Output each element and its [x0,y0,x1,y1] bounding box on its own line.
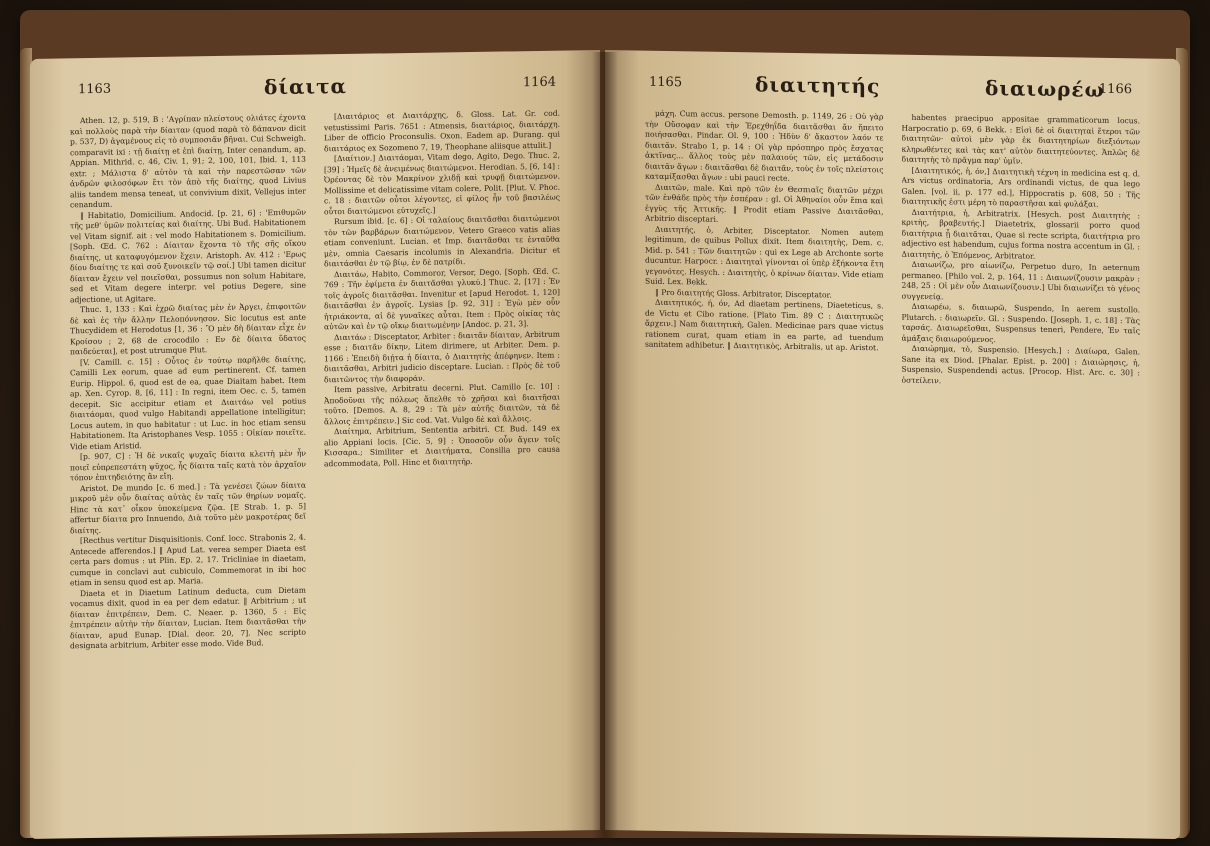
entry-paragraph: Διαιτάω : Disceptator, Arbiter : διαιτᾶν δίαιταν, Arbitrum esse ; διαιτᾶν δίκην, Litem dirimere, ut Arbiter. Dem. p. 1166 : Ἐπειδὴ διῄτα ἡ δίαιτα, ὁ Διαιτητὴς ἀπέφηνεν. Item : διαιτᾶσθαι, Arbitri judicio disceptare. Lucian. : Πρὸς δὲ τοῦ διαιτῶντος τὴν διαφοράν. [324,329,560,384]
page-number-1166: 1166 [1098,81,1132,98]
headword-diaitetes: διαιτητής [755,72,881,99]
page-number-1163: 1163 [78,81,112,98]
left-page-header [30,72,600,107]
entry-paragraph: habentes praecipuo appositae grammaticorum locus. Harpocratio p. 69, 6 Bekk. : Εἰσὶ δὲ οἱ διαιτηταὶ ἕτεροι τῶν διαιτητῶν· αὐτοὶ μὲν γὰρ ἐκ διαιτητηρίων διεξιόντων κληρωθέντες καὶ τὰς κατ' αὐτὸν διαιτητεύοντες. Ἁπλῶς δὲ διαιτητὴς τὸ πρᾶγμα παρ' ὑμῖν. [901,112,1140,166]
left-page [30,50,600,839]
right-page [605,50,1180,839]
entry-paragraph: Διαιτήτρια, ἡ, Arbitratrix. [Hesych. post Διαιτητὴς : κριτὴς, βραβευτής.] Diaetetrix, glossarii porro quod διαιτήτρια ᾗ διαιτᾶται, Quae si recte scripta, διαιτήτρια pro adjectivo est habendum, cujus forma nostra accentum in Gl. : Διαιτητὴς, ὁ Ἐπόμενος, Arbitrator. [901,207,1140,261]
entry-paragraph: [Διαιτητικός, ἡ, όν,] Διαιτητικὴ τέχνη in medicina est q. d. Ars victus ordinatoria, Ars ordinandi victus, de qua lego Galen. [vol. ii, p. 177 ed.], Hippocratis p. 608, 50 : Τῆς διαιτητικῆς ἐστι μέρη τὸ παραστῆσαι καὶ φυλάξαι. [901,165,1140,209]
entry-paragraph: Thuc. 1, 133 : Καὶ ἐχρῶ διαίτας μὲν ἐν Ἀργει, ἐπιφοιτῶν δὲ καὶ ἐς τὴν ἄλλην Πελοπόννησον. Sic locutus est ante Thucydidem et Herodotus [1, 36 : Ὃ μὲν δὴ δίαιταν εἶχε ἐν Κροίσου ; 2, 68 de crocodilo : Εν δὲ δίαιτα ὕδατος παιδεύεται], et post utrumque Plut. [70,301,306,357]
entry-paragraph: Aristot. De mundo [c. 6 med.] : Τὰ γενέσει ζώων δίαιτα μικροῦ μὲν οὖν διαίτας αὐτὰς ἐν ταῖς τῶν θηρίων νομαῖς. Hinc τὰ κατ᾽ οἶκον ὑποκείμενα ζῷα. [E Strab. 1, p. 5] affertur δίαιτα pro Innuendo, Διὰ τοῦτο μὲν μακροτέρας δεῖ διαίτης. [70,480,306,535]
right-page-columns [645,109,1140,821]
entry-paragraph: Διαιτητικός, ή, όν, Ad diaetam pertinens, Diaeteticus, s. de Victu et Cibo ratione. [Plato Tim. 89 C : Διαιτητικῶς ἄρχειν.] Nam διαιτητικὴ, Galen. Medicinae pars quae victus rationem curat, quam etiam in ea parte, ad tuendum sanitatem adhibetur. ‖ Διαιτητικὸς, Arbitralis, ut ap. Aristot. [645,297,884,353]
entry-paragraph: Διαίτημα, Arbitrium, Sententia arbitri. Cf. Bud. 149 ex alio Appiani locis. [Cic. 5, 9] : Ὁποσοῦν οὖν ἄγειν τοῖς Κισσαρα.; Similiter et Διαιτήματα, Consilia pro causa adcommodata, Poll. Hinc et διαιτητήρ. [324,423,560,468]
entry-paragraph: Διαιωρέω, s. διαιωρῶ, Suspendo, In aerem sustollo. Plutarch. : διαιωρεῖν. Gl. : Suspendo. [Joseph. 1, c. 18] : Τὰς ταρσάς. Διαιωρεῖσθαι, Suspensus teneri, Pendere, Ἐν ταῖς ἀμάξαις διαιωρούμενος. [901,301,1140,344]
page-number-1165: 1165 [649,74,683,91]
entry-paragraph: Item passive, Arbitratu decerni. Plut. Camillo [c. 10] : Ἀποδοῦναι τῆς πόλεως ἄπελθε τὸ χρῆσαι καὶ διαιτῆσαι τοῦτο. [Demos. A. 8, 29 : Τὰ μὲν αὐτῆς διαιτῶν, τὰ δὲ ἄλλοις ἐπιτρέπειν.] Sic cod. Vat. Vulgo δὲ καὶ ἄλλοις. [324,381,560,426]
entry-paragraph: μάχη. Cum accus. persone Demosth. p. 1149, 26 : Οὐ γὰρ τὴν Οὔσοφαν καὶ τὴν Ἐρεχθηΐδα διαιτᾶσθαι ἄν ἤπειτο ποιήσασθαι. Pindar. Ol. 9, 100 : Ἠδὺν δ' ἄκαστον λαόν τε διαιτᾶν. Strabo 1, p. 14 : Οἱ γὰρ πρόσπηρο πρὸς ἔσχατας ἀκτῖνας... ἄλλος τοὺς μὲν παλαιούς τῶν, εἰς μετάδοσιν διαιτᾶν ἄγων : διαιτᾶσθαι δὲ διαιτᾶν, τοὺς ἐν τοῖς πλείστοις καταμίξασθαι ἄγων : ubi pauci recte. [645,108,884,183]
entry-paragraph: Διαιτάω, Habito, Commoror, Versor, Dego. [Soph. Œd. C. 769 : Τῆν ἐφίμετα ἐν διαιτᾶσθαι γλυκύ.] Thuc. 2, [17] : Ἐν τοῖς ἀγροῖς διαιτᾶσθαι. Invenitur et [apud Herodot. 1, 120] διαιτᾶσθαι ἐν ἀγροῖς. Lysias [p. 92, 31] : Ἐγὼ μὲν οὖν ἡτριάκοντα, αἱ δὲ γυναῖκες αὗται. Item : Πρὸς οἰκίας τὰς αὐτῶν καὶ ἐν τῷ οἴκῳ διαιτωμένην [Andoc. p. 21, 3]. [324,266,560,332]
page-number-1164: 1164 [522,74,556,91]
book-gutter [592,52,618,842]
entry-paragraph: Rursum ibid. [c. 6] : Οἱ ταλαίους διαιτᾶσθαι διαιτώμενοι τὸν τῶν βαρβάρων διαιτώμενον. Vetero Graeco vatis alias etiam conveniunt. Lucian. et Imp. διαιτᾶσθαι τε ἐνταῦθα μὲν, omnia Caesaris incolumis in Alexandria. Dicitur et διαιτάσθαι ἐν τῷ βίῳ, ἐν δὲ πατρίδι. [324,213,560,269]
entry-paragraph: Διαιωνίζω, pro αἰωνίζω, Perpetuo duro, In aeternum permaneo. [Philo vol. 2, p. 164, 11 : Διαιωνίζουσιν μακρὰν : 248, 25 : Οἱ μὲν οὖν Διαιωνίζουσιν.] Ubi διαιωνίζει τὸ γένος συγγενείᾳ. [901,259,1140,301]
entry-paragraph: Διαιτῶν, male. Καὶ πρὸ τῶν ἐν Θεσπιαῖς διαιτῶν μέχρι τῶν ἐνθάδε πρὸς τὴν ἐσπέραν : gl. Οἱ Ἀθηναίοι οὖν ἔπια καὶ ἐγγὺς τῆς Ἀττικῆς. ‖ Prodit etiam Passive Διαιτᾶσθαι, Arbitrio disceptari. [645,182,884,224]
right-page-column-2 [902,113,1141,821]
entry-paragraph: ‖ Habitatio, Domicilium. Andocid. [p. 21, 6] : 'Επιθυμῶν τῆς μεθ' ὑμῶν πολιτείας καὶ διαίτης. Ubi Bud. Habitationem vel Vitam signif. ait : vel modo Habitationem s. Domicilium. [Soph. Œd. C. 762 : Δίαιταν ἔχοντα τὸ τῆς σῆς οἴκου διαίτης, ut καταφυγόμενον ἔχειν. Aristoph. Av. 412 : 'Ερως δίου διαίτης τε καὶ σοῦ ξυνοικεῖν τῷ σοί.] Ubi tamen dicitur δίαιταν ἔχειν vel ποιεῖσθαι, possumus non solum Habitare, sed et Vitam degere interpr. vel potius Degere, sine adjectione, ut Agitare. [70,207,306,304]
headword-diaioreo: διαιωρέω [985,75,1105,102]
entry-paragraph: Diaeta et in Diaetum Latinum deducta, cum Dietam vocamus dixit, quod in ea per dem edatur. ‖ Arbitrium ; ut δίαιταν ἐπιτρέπειν, Dem. C. Neaer. p. 1360, 5 : Εἰς ἐπιτρέπειν αὐτὴν τὴν δίαιταν, Lucian. Item διαιτᾶσθαι τὴν δίαιταν, apud Eunap. [Dial. deor. 20, 7]. Nec scripto designata arbitrium, Arbiter esse modo. Vide Bud. [70,585,306,651]
entry-paragraph: [Διαίτιον.] Διαιτάομαι, Vitam dego, Agito, Dego. Thuc. 2, [39] : Ἡμεῖς δὲ ἀνειμένως διαιτώμενοι. Herodian. 5, [6, 14] : Ὀρέοντας δὲ τὸν Μακρίνον χλιδῇ καὶ τρυφῇ διαιτώμενον. Mollissime et delicatissime vitam colere, Polit. [Plut. V. Phoc. c. 18 : διαιτῶν οὖτοι λέγοντες, εἰ φίλος ἦν τοῦ βασιλέως οὗτοι διαιτώμενοι εὐτυχεῖς.] [324,150,560,216]
entry-paragraph: [V. Camill. c. 15] : Οὗτος ἐν τούτῳ παρῆλθε διαίτης, Camilli Lex eorum, quae ad eum pertinerent. Cf. tamen Eurip. Hippol. 6, quod est de ea, quae Diaitam habet. Item ap. Xen. Cyrop. 8, [6, 11] : In regni, item Oec. c. 5, tamen decepit. Sic accipitur etiam et Διαιτάω vel potius διαιτάομαι, quod vulgo Habitandi appellatione intelligitur; Locus autem, in quo habitatur : ut Luc. in hoc etiam sensu Habitationem. Ita Aristophanes Vesp. 1055 : Οἰκίαν ποιεῖτε. Vide etiam Aristid. [70,354,306,451]
left-page-column-1 [70,113,306,821]
entry-paragraph: ‖ Pro διαιτητής Gloss. Arbitrator, Disceptator. [655,287,832,300]
left-page-column-2 [324,109,560,817]
entry-paragraph: [Recthus vertitur Disquisitionis. Conf. locc. Strabonis 2, 4. Antecede afferendos.] ‖ Apud Lat. verea semper Diaeta est certa pars domus : ut Plin. Ep. 2, 17. Tricliniae in diaetam, cumque in conclavi aut cubiculo, Commemorat in ibi hoc etiam in sensu quod est ap. Maria. [70,532,306,588]
entry-paragraph: [p. 907, C] : Ἡ δὲ νικαῖς ψυχαῖς δίαιτα κλειτὴ μὲν ἦν ποιεῖ εὐπρεπεστάτη ψῦχος, ἧς δίαιτα ταῖς κατὰ τὸν ἀρχαῖον τόπον ἐπιτηδειότης ἂν εἴη. [70,448,306,483]
right-page-header [605,72,1180,107]
entry-paragraph: Διαιτητής, ὁ, Arbiter, Disceptator. Nomen autem legitimum, de quibus Pollux dixit. Item διαιτητὴς, Dem. c. Mid. p. 541 : Τῶν διαιτητῶν : qui ex Lege ab Archonte sorte ducuntur. Harpocr. : Διαιτηταὶ γίνονται οἱ ὑπὲρ ἑξήκοντα ἔτη γεγονότες. Hesych. : Διαιτητὴς, ὁ κρίνων δίαιταν. Vide etiam Suid. Lex. Bekk. [645,224,884,287]
headword-diaita: δίαιτα [264,73,347,100]
entry-paragraph: Athen. 12, p. 519, B : 'Αγρίπαν πλείστους ολιάτες έχοντα καὶ πολλοὺς παρὰ τὴν δίαιταν (quod παρὰ τὸ δάπανον dicit p. 537, D) ἀγαμένους εἰς τὸ συμποσιᾶν βῆναι. Cui Schweigh. comparavit ixi : τῇ διαίτῃ et ἐπὶ διαίτῃ, Inter cenandum, ap. Appian. Mithrid. c. 46, Civ. 1, 91; 2, 100, 101, Ibid. 1, 113 extr. ; Μάλιστα δ' αὐτὸν τὰ καὶ τὴν παρεστῶσαν τῶν ἀνδρῶν φιλοσόφων ἔτι τὸν ἀπὸ τῆς διαίτης, quod Livius aliis tandem mensa teneat, ut convivium dixit, Vellejus inter cenandum. [70,112,306,210]
entry-paragraph: Διαιώρημα, τὸ, Suspensio. [Hesych.] : Διαίωρα, Galen. Sane ita ex Diod. [Phalar. Epist. p. 200] : Διαιώρησις, ἡ, Suspensio, Suspendendi actus. [Procop. Hist. Arc. c. 30] : ὀστείλειν. [901,343,1140,385]
right-page-column-1 [645,109,884,817]
entry-paragraph: [Διαιτάριος et Διαιτάρχης, δ. Gloss. Lat. Gr. cod. vetustissimi Paris. 7651 : Atmensis, διαιτάριος, διαιτάρχη. Liber de officio Proconsulis. Oxon. Eadem ap. Durang. qui διαιτάριος ex Sozomeno 7, 19, Theophane aliisque attulit.] [324,108,560,153]
left-page-columns [70,109,560,821]
